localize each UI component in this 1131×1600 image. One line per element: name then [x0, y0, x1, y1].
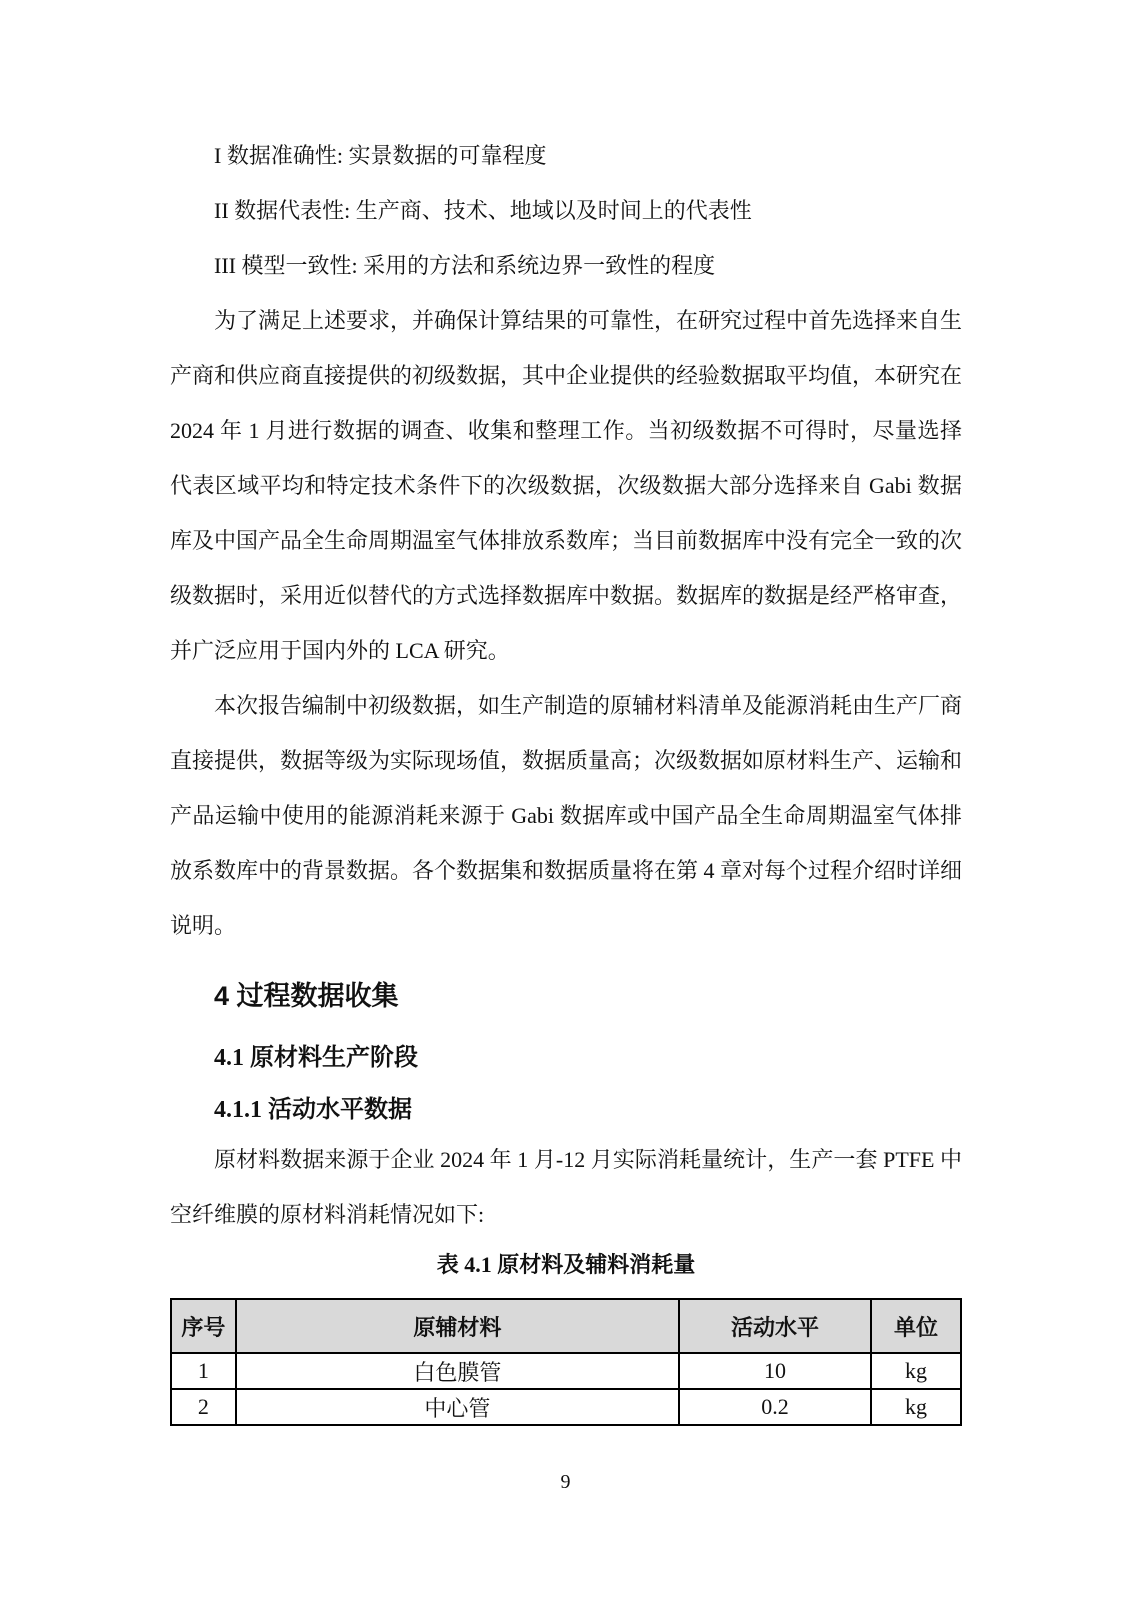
chapter-heading-4: 4 过程数据收集 [214, 981, 399, 1011]
cell-unit: kg [871, 1353, 961, 1389]
table-caption: 表 4.1 原材料及辅料消耗量 [436, 1252, 696, 1277]
quality-item-consistency: III 模型一致性: 采用的方法和系统边界一致性的程度 [214, 253, 716, 278]
cell-activity-level: 10 [679, 1353, 871, 1389]
cell-material: 中心管 [236, 1389, 679, 1425]
header-cell-material: 原辅材料 [236, 1299, 679, 1353]
cell-unit: kg [871, 1389, 961, 1425]
paragraph-raw-material-intro: 原材料数据来源于企业 2024 年 1 月-12 月实际消耗量统计，生产一套 PTFE 中空纤维膜的原材料消耗情况如下: [170, 1147, 962, 1227]
table-header-row [171, 1299, 961, 1353]
header-cell-unit: 单位 [871, 1299, 961, 1353]
subsection-heading-4-1-1: 4.1.1 活动水平数据 [214, 1097, 412, 1123]
consumption-table [170, 1298, 962, 1426]
section-heading-4-1: 4.1 原材料生产阶段 [214, 1045, 418, 1071]
table-row [171, 1353, 961, 1389]
page-content [170, 128, 962, 1426]
page-number: 9 [560, 1471, 571, 1493]
table-row [171, 1389, 961, 1425]
cell-index: 2 [171, 1389, 236, 1425]
quality-item-representativeness: II 数据代表性: 生产商、技术、地域以及时间上的代表性 [214, 198, 752, 223]
header-cell-index: 序号 [171, 1299, 236, 1353]
header-cell-activity-level: 活动水平 [679, 1299, 871, 1353]
paragraph-data-selection: 为了满足上述要求，并确保计算结果的可靠性，在研究过程中首先选择来自生产商和供应商直接提供的初级数据，其中企业提供的经验数据取平均值，本研究在 2024 年 1 月进行数据的调查、收集和整理工作。当初级数据不可得时，尽量选择代表区域平均和特定技术条件下的次级数据，次级数据大部分选择来自 Gabi 数据库及中国产品全生命周期温室气体排放系数库；当目前数据库中没有完全一致的次级数据时，采用近似替代的方式选择数据库中数据。数据库的数据是经严格审查，并广泛应用于国内外的 LCA 研究。 [170, 308, 963, 663]
cell-index: 1 [171, 1353, 236, 1389]
cell-material: 白色膜管 [236, 1353, 679, 1389]
quality-item-accuracy: I 数据准确性: 实景数据的可靠程度 [214, 143, 547, 168]
paragraph-primary-secondary-data: 本次报告编制中初级数据，如生产制造的原辅材料清单及能源消耗由生产厂商直接提供，数据等级为实际现场值，数据质量高；次级数据如原材料生产、运输和产品运输中使用的能源消耗来源于 Gabi 数据库或中国产品全生命周期温室气体排放系数库中的背景数据。各个数据集和数据质量将在第 4 章对每个过程介绍时详细说明。 [170, 693, 963, 938]
cell-activity-level: 0.2 [679, 1389, 871, 1425]
